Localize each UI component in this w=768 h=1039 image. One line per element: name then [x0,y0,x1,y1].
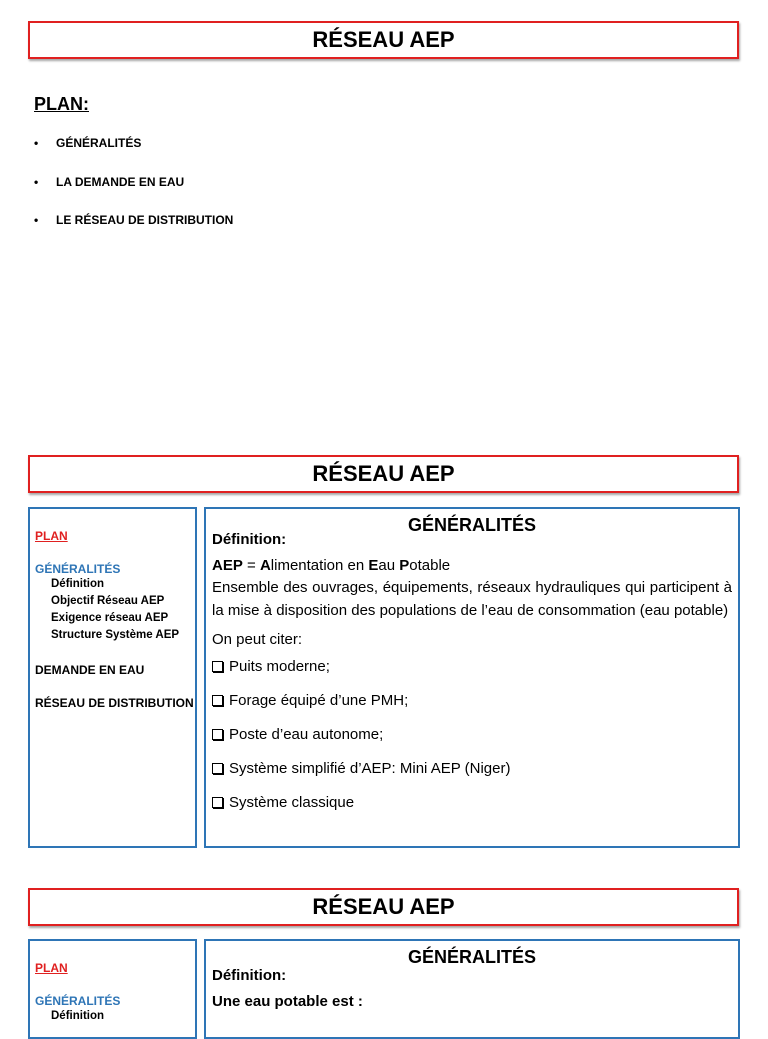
plan-item: • LE RÉSEAU DE DISTRIBUTION [34,213,234,227]
slide1-title: RÉSEAU AEP [312,27,455,52]
plan-item: • GÉNÉRALITÉS [34,136,142,150]
aep-definition: AEP = Alimentation en Eau Potable [212,556,451,574]
toc-section-generalites[interactable]: GÉNÉRALITÉS [35,994,121,1008]
bullet-icon: • [34,174,39,189]
toc-subitem[interactable]: Définition [51,578,105,590]
slide2-title: RÉSEAU AEP [312,461,455,486]
list-item: Poste d’eau autonome; [212,724,732,746]
definition-label: Définition: [212,531,287,548]
slide3-toc-panel [28,939,197,1039]
checkbox-icon [212,763,223,774]
checkbox-icon [212,797,223,808]
slide3-title-box [28,888,739,926]
definition-paragraph: Ensemble des ouvrages, équipements, réseaux hydrauliques qui participent à la mise à disposition des populations de l’eau de consommation (eau potable) [212,579,732,619]
list-item: Système classique [212,792,732,814]
slide1-title-box [28,21,739,59]
slide3-content-panel [204,939,740,1039]
toc-subitem[interactable]: Structure Système AEP [51,629,180,641]
toc-plan-link[interactable]: PLAN [35,961,68,975]
content-heading: GÉNÉRALITÉS [407,515,536,535]
list-item: Forage équipé d’une PMH; [212,690,732,712]
toc-subitem[interactable]: Exigence réseau AEP [51,612,169,624]
bullet-icon: • [34,213,39,227]
plan-list [34,136,233,252]
content-heading: GÉNÉRALITÉS [407,947,536,967]
checkbox-icon [212,695,223,706]
toc-plan-link[interactable]: PLAN [35,529,68,543]
toc-section-generalites[interactable]: GÉNÉRALITÉS [35,562,121,576]
definition-label: Définition: [212,967,287,984]
plan-heading: PLAN: [34,94,89,114]
list-item: Puits moderne; [212,656,732,678]
list-item: Système simplifié d’AEP: Mini AEP (Niger) [212,758,732,780]
slide2-toc-panel [28,507,197,848]
slide3-title: RÉSEAU AEP [312,894,455,919]
plan-item: • LA DEMANDE EN EAU [34,174,185,189]
bullet-icon: • [34,136,39,150]
intro-text: On peut citer: [212,631,303,648]
slide2-title-box [28,455,739,493]
toc-subitem[interactable]: Objectif Réseau AEP [51,595,165,607]
toc-section-demande[interactable]: DEMANDE EN EAU [35,663,145,677]
toc-subitem[interactable]: Définition [51,1010,105,1022]
checkbox-icon [212,661,223,672]
toc-section-reseau[interactable]: RÉSEAU DE DISTRIBUTION [35,696,194,710]
slide2-content-panel [204,507,740,848]
checkbox-icon [212,729,223,740]
potable-line: Une eau potable est : [212,992,363,1010]
